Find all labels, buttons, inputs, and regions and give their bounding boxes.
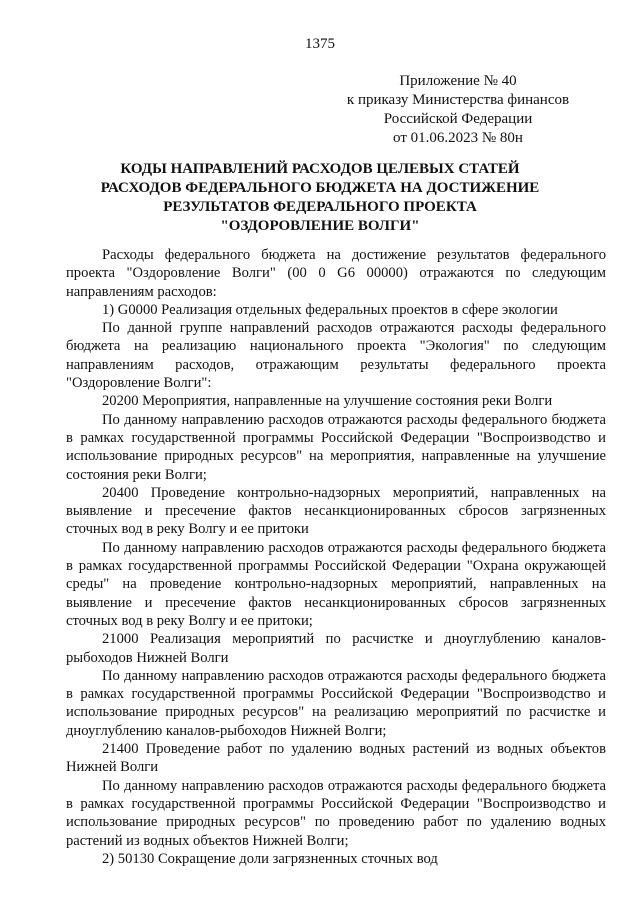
appendix-line: Приложение № 40 [399, 73, 517, 89]
code-heading: 21400 Проведение работ по удалению водных растений из водных объектов Нижней Волги [66, 741, 606, 776]
paragraph: По данному направлению расходов отражаются расходы федерального бюджета в рамках государственной программы Российской Федерации "Воспроизводство и использование природных ресурсов" по проведению работ по удалению водных растений из водных объектов Нижней Волги; [66, 777, 606, 849]
section-heading: 2) 50130 Сокращение доли загрязненных сточных вод [102, 850, 438, 867]
paragraph: По данному направлению расходов отражаются расходы федерального бюджета в рамках государственной программы Российской Федерации "Охрана окружающей среды" на проведение контрольно-надзорных мероприятий, направленных на выявление и пресечение фактов несанкционированных сбросов загрязненных сточных вод в реку Волгу и ее притоки; [66, 539, 606, 629]
appendix-line: Российской Федерации [383, 111, 533, 127]
title-line: РАСХОДОВ ФЕДЕРАЛЬНОГО БЮДЖЕТА НА ДОСТИЖЕНИЕ [100, 180, 540, 196]
appendix-block [330, 72, 586, 148]
title-line: РЕЗУЛЬТАТОВ ФЕДЕРАЛЬНОГО ПРОЕКТА [163, 199, 477, 215]
document-title [60, 160, 580, 236]
paragraph: По данному направлению расходов отражаются расходы федерального бюджета в рамках государственной программы Российской Федерации "Воспроизводство и использование природных ресурсов" на мероприятия, направленные на улучшение состояния реки Волги; [66, 411, 606, 483]
section-heading: 1) G0000 Реализация отдельных федеральных проектов в сфере экологии [102, 301, 558, 318]
paragraph: По данной группе направлений расходов отражаются расходы федерального бюджета на реализацию национального проекта "Экология" по следующим направлениям расходов, отражающим результаты федерального проекта "Оздоровление Волги": [66, 320, 606, 392]
paragraph: Расходы федерального бюджета на достижение результатов федерального проекта "Оздоровление Волги" (00 0 G6 00000) отражаются по следующим направлениям расходов: [66, 247, 606, 300]
appendix-line: к приказу Министерства финансов [346, 92, 570, 108]
code-heading: 20400 Проведение контрольно-надзорных мероприятий, направленных на выявление и пресечение фактов несанкционированных сбросов загрязненных сточных вод в реку Волгу и ее притоки [66, 484, 606, 538]
code-heading: 21000 Реализация мероприятий по расчистке и дноуглублению каналов-рыбоходов Нижней Волги [66, 631, 606, 666]
title-line: КОДЫ НАПРАВЛЕНИЙ РАСХОДОВ ЦЕЛЕВЫХ СТАТЕЙ [120, 161, 520, 177]
appendix-line: от 01.06.2023 № 80н [393, 130, 523, 146]
paragraph: По данному направлению расходов отражаются расходы федерального бюджета в рамках государственной программы Российской Федерации "Воспроизводство и использование природных ресурсов" на реализацию мероприятий по расчистке и дноуглублению каналов-рыбоходов Нижней Волги; [66, 667, 606, 739]
page-number: 1375 [305, 36, 335, 52]
code-heading: 20200 Мероприятия, направленные на улучшение состояния реки Волги [102, 393, 553, 410]
document-body [66, 246, 606, 868]
title-line: "ОЗДОРОВЛЕНИЕ ВОЛГИ" [220, 218, 420, 234]
